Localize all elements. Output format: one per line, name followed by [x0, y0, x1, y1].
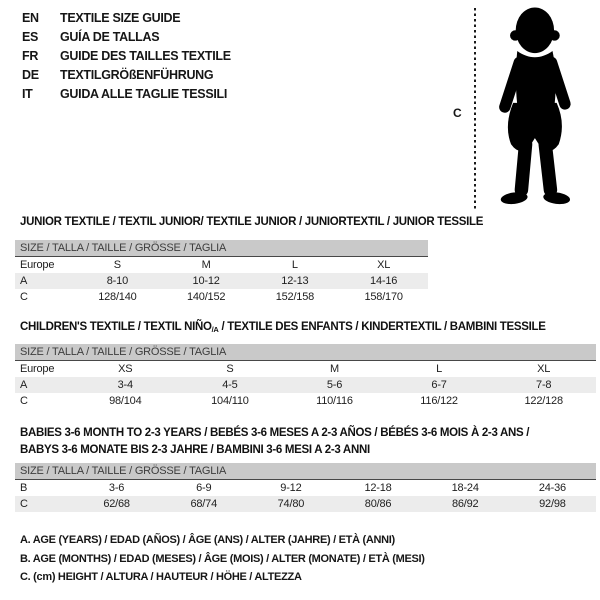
babies-size-table [15, 463, 596, 512]
cell: 7-8 [536, 379, 552, 391]
cell: 104/110 [211, 395, 249, 407]
cell: 110/116 [316, 395, 353, 407]
cell: 86/92 [451, 498, 479, 510]
cell: 68/74 [190, 498, 217, 510]
row-label: A [20, 275, 28, 287]
row-label: Europe [20, 259, 55, 271]
cell: 80/86 [364, 498, 392, 510]
table-row-height [15, 289, 428, 305]
cell: 152/158 [275, 291, 315, 303]
table-row-months [15, 480, 596, 497]
row-label: C [20, 498, 28, 510]
cell: S [113, 259, 121, 271]
children-size-table [15, 344, 596, 409]
language-title: GUÍA DE TALLAS [60, 30, 160, 44]
cell: 9-12 [280, 482, 302, 494]
language-row-it [22, 85, 231, 104]
junior-section-title: JUNIOR TEXTILE / TEXTIL JUNIOR/ TEXTILE JUNIOR / JUNIORTEXTIL / JUNIOR TESSILE [20, 216, 484, 228]
language-code: FR [22, 49, 39, 63]
language-code: ES [22, 30, 39, 44]
title-main: CHILDREN'S TEXTILE / TEXTIL NIÑO [20, 321, 212, 333]
language-row-de [22, 66, 231, 85]
cell: 140/152 [186, 291, 226, 303]
title-subscript: /A [211, 325, 219, 334]
cell: 24-36 [538, 482, 566, 494]
table-row-europe [15, 257, 428, 274]
language-row-en [22, 9, 231, 28]
language-row-es [22, 28, 231, 47]
row-label: C [20, 395, 28, 407]
cell: 74/80 [277, 498, 305, 510]
cell: 128/140 [98, 291, 137, 303]
row-label: A [20, 379, 28, 391]
language-title: TEXTILE SIZE GUIDE [60, 11, 181, 25]
cell: 8-10 [106, 275, 128, 287]
size-table-header: SIZE / TALLA / TAILLE / GRÖSSE / TAGLIA [15, 240, 428, 257]
babies-section-title [20, 425, 529, 458]
cell: M [201, 259, 211, 271]
cell: 62/68 [103, 498, 130, 510]
cell: 5-6 [326, 379, 343, 391]
row-label: Europe [20, 363, 55, 375]
cell: 92/98 [539, 498, 566, 510]
babies-title-line-2: BABYS 3-6 MONATE BIS 2-3 JAHRE / BAMBINI 3-6 MESI A 2-3 ANNI [20, 443, 370, 456]
language-title: GUIDA ALLE TAGLIE TESSILI [60, 87, 228, 101]
baby-silhouette-icon [481, 3, 595, 211]
table-row-age [15, 377, 596, 393]
table-row-europe [15, 361, 596, 378]
cell: 4-5 [222, 379, 238, 391]
cell: XS [118, 363, 133, 375]
height-measure-dotted-line [474, 8, 476, 210]
language-title: TEXTILGRÖßENFÜHRUNG [60, 68, 214, 82]
children-section-title [20, 321, 546, 334]
cell: 122/128 [524, 395, 563, 407]
language-code: EN [22, 11, 39, 25]
row-label: B [20, 482, 28, 494]
cell: 6-9 [196, 482, 212, 494]
babies-title-line-1: BABIES 3-6 MONTH TO 2-3 YEARS / BEBÉS 3-6 MESES A 2-3 AÑOS / BÉBÉS 3-6 MOIS À 2-3 ANS / [20, 427, 530, 439]
cell: 6-7 [431, 379, 447, 391]
cell: S [226, 363, 234, 375]
language-title: GUIDE DES TAILLES TEXTILE [60, 49, 231, 63]
table-row-height [15, 496, 596, 512]
table-row-age [15, 273, 428, 289]
note-b: B. AGE (MONTHS) / EDAD (MESES) / ÂGE (MOIS) / ALTER (MONATE) / ETÀ (MESI) [20, 552, 425, 565]
row-label: C [20, 291, 28, 303]
cell: M [330, 363, 339, 375]
cell: L [436, 363, 443, 375]
cell: 12-18 [364, 482, 392, 494]
cell: 18-24 [451, 482, 479, 494]
note-c: C. (cm) HEIGHT / ALTURA / HAUTEUR / HÖHE / ALTEZZA [20, 571, 302, 583]
cell: 158/170 [364, 291, 403, 303]
note-a: A. AGE (YEARS) / EDAD (AÑOS) / ÂGE (ANS) / ALTER (JAHRE) / ETÀ (ANNI) [20, 534, 395, 546]
size-table-header: SIZE / TALLA / TAILLE / GRÖSSE / TAGLIA [15, 463, 596, 480]
junior-size-table [15, 240, 428, 305]
cell: L [291, 259, 298, 271]
cell: 3-6 [108, 482, 125, 494]
cell: 98/104 [109, 395, 142, 407]
cell: XL [537, 363, 551, 375]
cell: 10-12 [192, 275, 220, 287]
legend-notes [20, 531, 425, 587]
cell: 3-4 [117, 379, 133, 391]
cell: 12-13 [281, 275, 309, 287]
cell: 116/122 [420, 395, 458, 407]
title-rest: / TEXTILE DES ENFANTS / KINDERTEXTIL / BAMBINI TESSILE [218, 321, 546, 333]
language-code: IT [22, 87, 33, 101]
height-measure-label: C [453, 106, 462, 120]
language-row-fr [22, 47, 231, 66]
size-table-header: SIZE / TALLA / TAILLE / GRÖSSE / TAGLIA [15, 344, 596, 361]
table-row-height [15, 393, 596, 409]
cell: 14-16 [370, 275, 398, 287]
language-title-list [22, 9, 231, 104]
language-code: DE [22, 68, 39, 82]
cell: XL [377, 259, 391, 271]
